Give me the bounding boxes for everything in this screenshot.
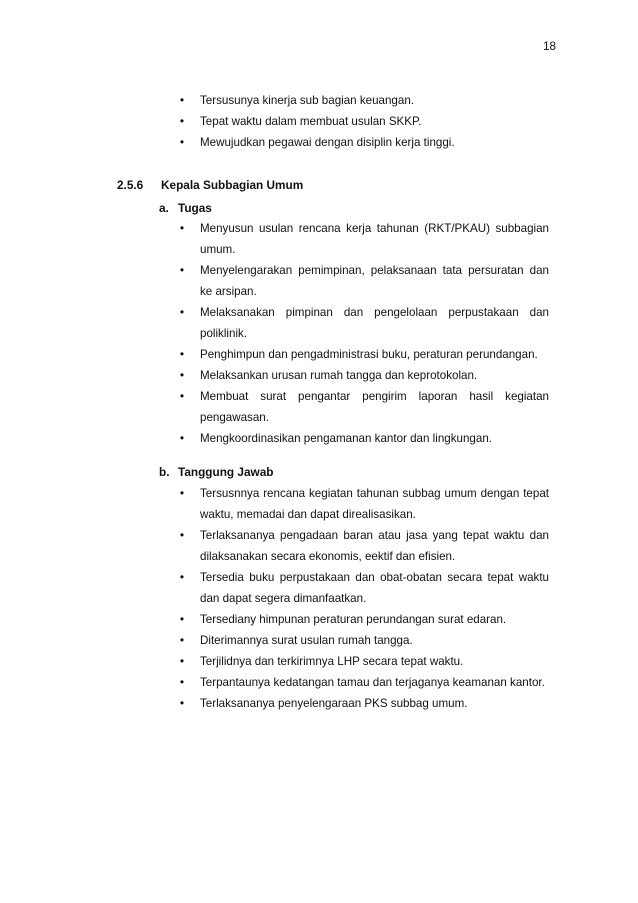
section-heading [117,177,303,193]
list-item-text: Terlaksananya pengadaan baran atau jasa yang tepat waktu dan dilaksanakan secara ekonomis, eektif dan efisien. [200,529,549,563]
list-item-text: Terpantaunya kedatangan tamau dan terjaganya keamanan kantor. [200,676,545,689]
list-item [175,132,549,153]
list-item-text: Mewujudkan pegawai dengan disiplin kerja tinggi. [200,136,455,149]
list-item-text: Tersusunya kinerja sub bagian keuangan. [200,94,414,107]
list-item-text: Menyelengarakan pemimpinan, pelaksanaan tata persuratan dan ke arsipan. [200,264,549,298]
list-item-text: Menyusun usulan rencana kerja tahunan (RKT/PKAU) subbagian umum. [200,222,549,256]
bullet-icon: • [179,696,185,710]
bullet-icon: • [179,347,185,361]
list-item [175,386,549,428]
list-item-text: Melaksanakan pimpinan dan pengelolaan perpustakaan dan poliklinik. [200,306,549,340]
tanggung-jawab-letter: b. [159,465,170,479]
list-item-text: Melaksankan urusan rumah tangga dan keprotokolan. [200,369,478,382]
list-item [175,111,549,132]
bullet-icon: • [179,431,185,445]
tanggung-jawab-list [175,483,549,714]
list-item [175,609,549,630]
list-item [175,344,549,365]
page-number: 18 [543,40,556,53]
list-item [175,302,549,344]
list-item-text: Penghimpun dan pengadministrasi buku, peraturan perundangan. [200,348,538,361]
list-item-text: Diterimannya surat usulan rumah tangga. [200,634,413,647]
bullet-icon: • [179,675,185,689]
bullet-icon: • [179,368,185,382]
list-item [175,365,549,386]
bullet-icon: • [179,221,185,235]
bullet-icon: • [179,654,185,668]
list-item [175,90,549,111]
tugas-list [175,218,549,449]
bullet-icon: • [179,528,185,542]
list-item [175,428,549,449]
list-item-text: Tersusnnya rencana kegiatan tahunan subbag umum dengan tepat waktu, memadai dan dapat direalisasikan. [200,487,549,521]
list-item-text: Tersediany himpunan peraturan perundangan surat edaran. [200,613,507,626]
section-title: Kepala Subbagian Umum [161,178,304,192]
tanggung-jawab-title: Tanggung Jawab [178,465,274,479]
list-item-text: Tepat waktu dalam membuat usulan SKKP. [200,115,422,128]
list-item-text: Tersedia buku perpustakaan dan obat-obatan secara tepat waktu dan dapat segera dimanfaatkan. [200,571,549,605]
list-item-text: Terjilidnya dan terkirimnya LHP secara tepat waktu. [200,655,464,668]
bullet-icon: • [179,486,185,500]
section-number: 2.5.6 [117,178,144,192]
tugas-title: Tugas [178,201,212,215]
bullet-icon: • [179,93,185,107]
list-item [175,483,549,525]
list-item-text: Mengkoordinasikan pengamanan kantor dan lingkungan. [200,432,492,445]
bullet-icon: • [179,612,185,626]
bullet-icon: • [179,389,185,403]
intro-bullet-list [175,90,549,153]
list-item [175,218,549,260]
list-item-text: Terlaksananya penyelengaraan PKS subbag umum. [200,697,468,710]
list-item [175,651,549,672]
list-item-text: Membuat surat pengantar pengirim laporan hasil kegiatan pengawasan. [200,390,549,424]
bullet-icon: • [179,114,185,128]
list-item [175,693,549,714]
bullet-icon: • [179,633,185,647]
list-item [175,630,549,651]
list-item [175,260,549,302]
tugas-heading [159,200,212,216]
tugas-letter: a. [159,201,169,215]
bullet-icon: • [179,135,185,149]
bullet-icon: • [179,570,185,584]
list-item [175,525,549,567]
tanggung-jawab-heading [159,464,273,480]
list-item [175,567,549,609]
bullet-icon: • [179,305,185,319]
list-item [175,672,549,693]
bullet-icon: • [179,263,185,277]
